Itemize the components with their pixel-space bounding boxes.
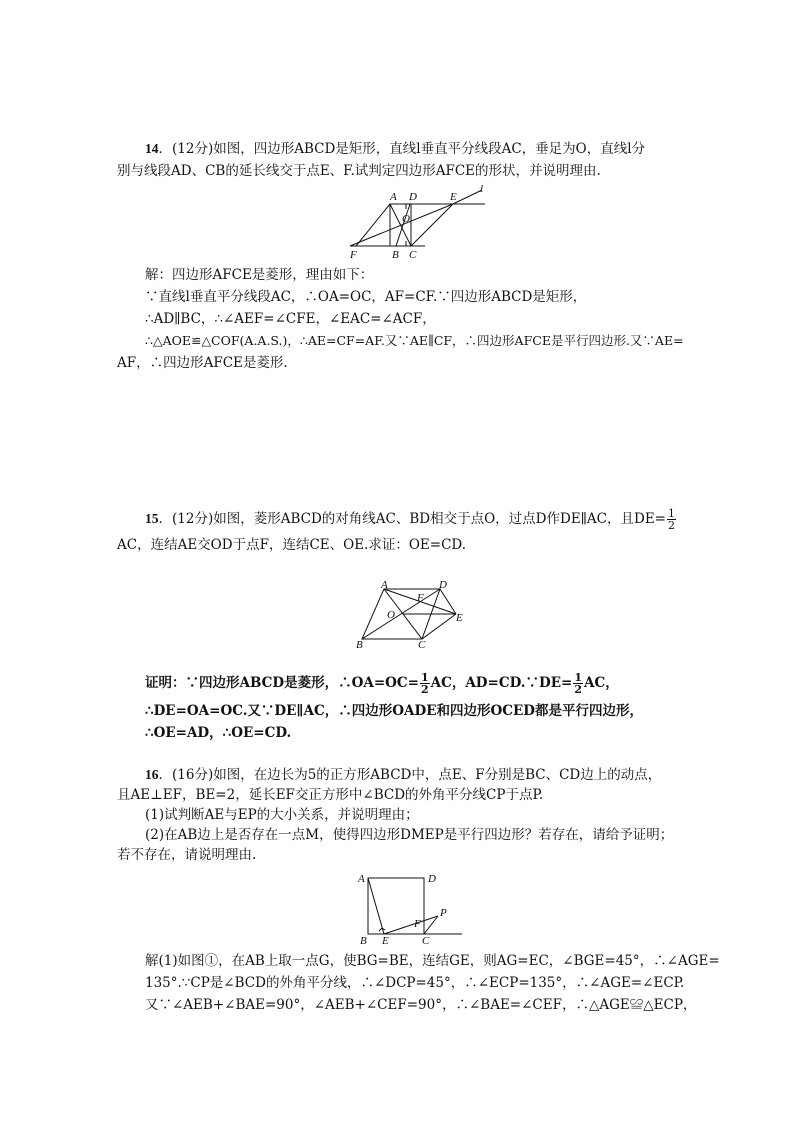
q16-solution-3: 又∵∠AEB+∠BAE=90°，∠AEB+∠CEF=90°，∴∠BAE=∠CEF，∴△AGE≌△ECP， (145, 997, 697, 1013)
q16-label-E: E (382, 935, 389, 946)
q15-line-1: 15．(12分)如图，菱形ABCD的对角线AC、BD相交于点O，过点D作DE∥AC，且DE= $\frac{1}{2}$ (145, 507, 675, 532)
q16-line-2: 且AE⊥EF，BE=2，延长EF交正方形中∠BCD的外角平分线CP于点P. (117, 787, 544, 803)
q15-label-O: O (387, 609, 395, 621)
q14-solution-1: 解：四边形AFCE是菱形，理由如下： (145, 267, 374, 283)
q16-label-C: C (422, 935, 430, 946)
q15-proof-1: 证明：∵四边形ABCD是菱形，∴OA=OC= $\frac{1}{2}$ AC，AD=CD.∵DE= $\frac{1}{2}$ AC， (145, 671, 619, 696)
q15-proof-fraction-2: $\frac{1}{2}$ (574, 671, 582, 696)
q14-line-1: 14．(12分)如图，四边形ABCD是矩形，直线l垂直平分线段AC，垂足为O，直线l分 (145, 141, 646, 157)
q16-part-2: (2)在AB边上是否存在一点M，使得四边形DMEP是平行四边形？若存在，请给予证明； (145, 827, 674, 843)
q14-line-2: 别与线段AD、CB的延长线交于点E、F.试判定四边形AFCE的形状，并说明理由. (117, 163, 601, 179)
q15-label-C: C (418, 639, 426, 650)
q15-label-D: D (439, 579, 447, 591)
q15-proof-2: ∴DE=OA=OC.又∵DE∥AC，∴四边形OADE和四边形OCED都是平行四边形， (145, 703, 644, 719)
q14-label-F: F (350, 249, 357, 261)
q15-label-A: A (381, 579, 388, 591)
q15-label-B: B (356, 639, 363, 650)
q14-figure (330, 182, 490, 262)
q14-label-O: O (402, 213, 410, 225)
q15-number: 15 (145, 511, 159, 526)
q14-label-E: E (450, 191, 457, 203)
q15-line-2: AC，连结AE交OD于点F，连结CE、OE.求证：OE=CD. (117, 537, 467, 553)
q15-proof-fraction-1: $\frac{1}{2}$ (420, 671, 429, 696)
q14-solution-2: ∵直线l垂直平分线段AC，∴OA=OC，AF=CF.∵四边形ABCD是矩形， (145, 289, 587, 305)
q14-label-D: D (409, 191, 417, 203)
q14-label-C: C (409, 249, 417, 261)
q16-label-P: P (440, 907, 447, 919)
q14-label-B: B (392, 249, 399, 261)
q14-label-A: A (390, 191, 397, 203)
q16-part-1: (1)试判断AE与EP的大小关系，并说明理由； (145, 807, 419, 823)
q14-solution-4: ∴△AOE≌△COF(A.A.S.)，∴AE=CF=AF.又∵AE∥CF，∴四边形AFCE是平行四边形.又∵AE= (145, 333, 684, 348)
q16-solution-1: 解(1)如图①，在AB上取一点G，使BG=BE，连结GE，则AG=EC，∠BGE=45°，∴∠AGE= (145, 953, 720, 969)
q14-label-l: l (480, 183, 484, 195)
q16-number: 16 (145, 767, 159, 782)
q15-figure (350, 578, 470, 650)
q16-part-2b: 若不存在，请说明理由. (117, 847, 257, 863)
q16-label-D: D (428, 873, 436, 885)
q15-fraction-half: $\frac{1}{2}$ (667, 507, 675, 532)
q16-label-F: F (414, 918, 421, 930)
q14-number: 14 (145, 141, 159, 156)
q16-solution-2: 135°.∵CP是∠BCD的外角平分线，∴∠DCP=45°，∴∠ECP=135°，∴∠AGE=∠ECP. (145, 975, 685, 991)
q16-figure (352, 868, 472, 946)
q16-line-1: 16．(16分)如图，在边长为5的正方形ABCD中，点E、F分别是BC、CD边上的动点， (145, 767, 662, 783)
q14-solution-5: AF，∴四边形AFCE是菱形. (117, 355, 288, 371)
q16-label-A: A (358, 873, 365, 885)
q15-proof-3: ∴OE=AD，∴OE=CD. (145, 725, 292, 741)
q14-solution-3: ∴AD∥BC，∴∠AEF=∠CFE，∠EAC=∠ACF， (145, 311, 436, 327)
q15-label-F: F (417, 592, 424, 604)
q16-label-B: B (360, 935, 367, 946)
q15-label-E: E (456, 612, 463, 624)
